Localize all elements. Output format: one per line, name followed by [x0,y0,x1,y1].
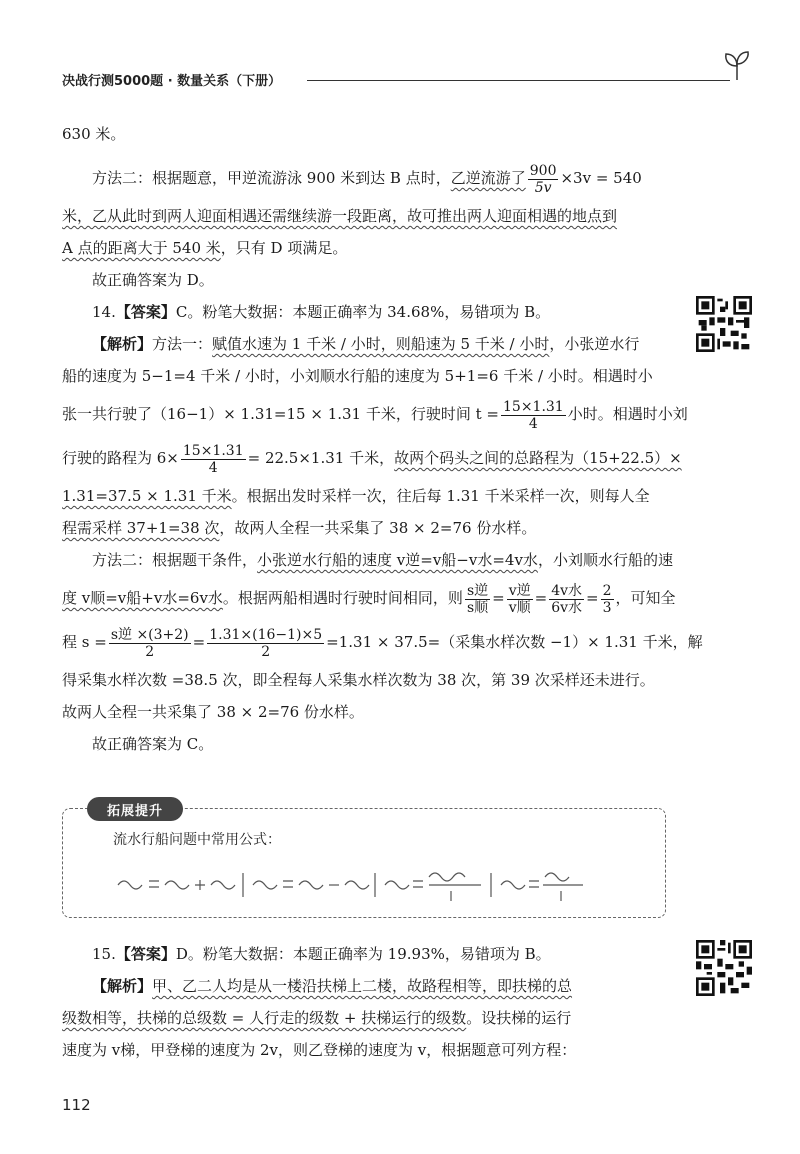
fraction: $\frac{2}{3}$ [602,582,612,616]
book-title: 决战行测5000题 · 数量关系（下册） [62,74,282,89]
header-rule [307,80,730,81]
text-line: 得采集水样次数 =38.5 次，即全程每人采集水样次数为 38 次，第 39 次采样还未进行。 [62,671,655,689]
page-body-lower [62,938,666,1066]
tip-box [62,804,666,918]
formula-image [113,857,593,907]
qr-code-icon[interactable] [696,296,752,352]
tip-title: 流水行船问题中常用公式： [113,832,281,848]
fraction: $\frac{\text{4v水}}{\text{6v水}}$ [551,582,583,616]
page-body [62,118,703,760]
fraction: $\frac{900}{5v}$ [529,162,557,196]
text-line: 行驶的路程为 6× $\frac{15\times 1.31}{4}$ = 22.5×1.31 千米，故两个码头之间的总路程为（15+22.5）× [62,442,682,476]
analysis-line: 【解析】方法一：赋值水速为 1 千米 / 小时，则船速为 5 千米 / 小时，小张逆水行 [92,335,640,353]
text-line: 米，乙从此时到两人迎面相遇还需继续游一段距离，故可推出两人迎面相遇的地点到 [62,207,618,225]
fraction: $\frac{\text{v逆}}{\text{v顺}}$ [508,582,531,616]
text-line: 级数相等，扶梯的总级数 = 人行走的级数 + 扶梯运行的级数。设扶梯的运行 [62,1009,572,1027]
fraction: $\frac{15\times 1.31}{4}$ [503,398,564,432]
text-line: 630 米。 [62,125,126,143]
text-line: 故两人全程一共采集了 38 × 2=76 份水样。 [62,703,364,721]
text-line: 方法二：根据题意，甲逆流游泳 900 米到达 B 点时，乙逆流游了 $\frac{900}{5v}$ ×3v = 540 [92,162,642,196]
text-line: 张一共行驶了（16−1）× 1.31=15 × 1.31 千米，行驶时间 t = $\frac{15\times 1.31}{4}$ 小时。相遇时小刘 [62,398,688,432]
text-line: 方法二：根据题干条件，小张逆水行船的速度 v逆=v船−v水=4v水，小刘顺水行船的速 [92,551,673,569]
text-line: 程需采样 37+1=38 次，故两人全程一共采集了 38 × 2=76 份水样。 [62,519,537,537]
fraction: $\frac{\text{s逆}}{\text{s顺}}$ [466,582,489,616]
text-line: 船的速度为 5−1=4 千米 / 小时，小刘顺水行船的速度为 5+1=6 千米 / 小时。相遇时小 [62,367,653,385]
qr-code-icon[interactable] [696,940,752,996]
text-line: 1.31=37.5 × 1.31 千米。根据出发时采样一次，往后每 1.31 千米采样一次，则每人全 [62,487,650,505]
sprout-icon [722,50,752,82]
text-line: 故正确答案为 D。 [92,271,214,289]
text-line: 速度为 v梯，甲登梯的速度为 2v，则乙登梯的速度为 v，根据题意可列方程： [62,1041,577,1059]
tip-badge: 拓展提升 [87,797,183,821]
fraction: $\frac{\text{s逆 ×(3+2)}}{2}$ [110,626,189,660]
text-line: 故正确答案为 C。 [92,735,214,753]
answer-line-15: 15.【答案】D。粉笔大数据：本题正确率为 19.93%，易错项为 B。 [92,945,551,963]
fraction: $\frac{1.31\times(16-1)\times 5}{2}$ [209,626,323,660]
text-line: 度 v顺=v船+v水=6v水。根据两船相遇时行驶时间相同，则 $\frac{\text{s逆}}{\text{s顺}}$ = $\frac{\text{v逆}}{\text{v顺}}$ = $\frac{\text{4v水}}{\text{6v水}}$ = $\frac{2}{3}$ ，可知全 [62,582,676,616]
analysis-line: 【解析】甲、乙二人均是从一楼沿扶梯上二楼，故路程相等，即扶梯的总 [92,977,573,995]
answer-line-14: 14.【答案】C。粉笔大数据：本题正确率为 34.68%，易错项为 B。 [92,303,551,321]
text-line: A 点的距离大于 540 米，只有 D 项满足。 [62,239,348,257]
text-line: 程 s = $\frac{\text{s逆 ×(3+2)}}{2}$ = $\frac{1.31\times(16-1)\times 5}{2}$ =1.31 × 37.5=（采集水样次数 −1）× 1.31 千米，解 [62,626,703,660]
page-number: 112 [62,1096,91,1114]
fraction: $\frac{15\times 1.31}{4}$ [182,442,244,476]
page-header [62,68,752,92]
